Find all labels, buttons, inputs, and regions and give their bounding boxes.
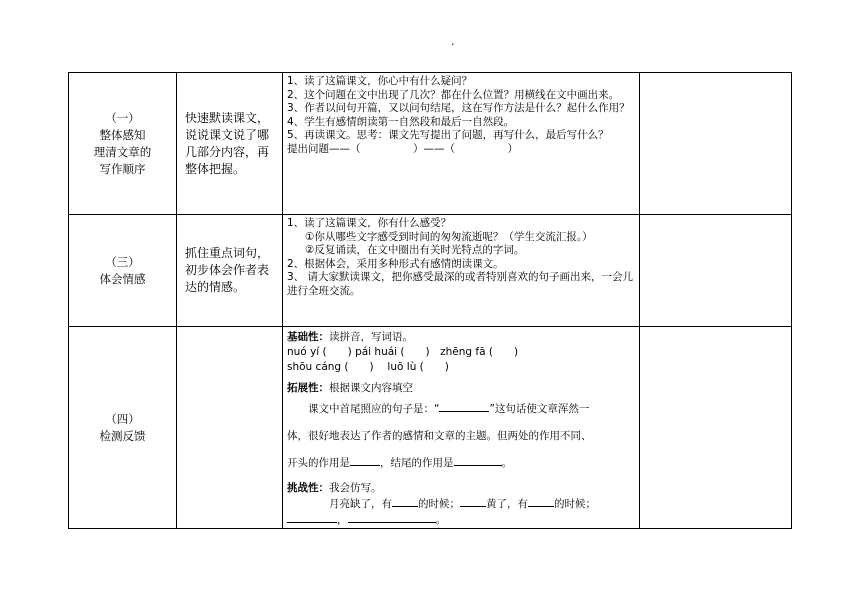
fill-blank[interactable]: [287, 512, 337, 523]
basic-task: [287, 330, 635, 345]
fill-blank[interactable]: [460, 496, 486, 507]
stage-title-line: 检测反馈: [99, 428, 146, 443]
activity-line: 2、这个问题在文中出现了几次？都在什么位置？用横线在文中画出来。: [287, 88, 620, 101]
stage-title-line: 整体感知: [99, 127, 146, 142]
extend-label: 拓展性：: [287, 382, 329, 394]
basic-label: 基础性：: [287, 331, 329, 343]
activity-line: ②反复诵读，在文中圈出有关时光特点的字词。: [305, 244, 525, 257]
table-row-stage-3: [69, 215, 792, 327]
extend-paragraph: 体，很好地表达了作者的感情和文章的主题。但两处的作用不同、: [287, 430, 592, 442]
pinyin-line: nuó yí ( ) pái huái ( ) zhēng fā ( ): [287, 346, 519, 358]
challenge-task: [287, 481, 635, 496]
stage-cell: [69, 327, 177, 529]
goal-text: 快速默读课文，说说课文说了哪几部分内容，再整体把握。: [185, 110, 270, 176]
activity-line: 4、学生有感情朗读第一自然段和最后一自然段。: [287, 115, 515, 128]
activity-line: 3、 请大家默读课文，把你感受最深的或者特别喜欢的句子画出来，一会儿进行全班交流。: [287, 271, 634, 297]
activity-line: 1、读了这篇课文，你有什么感受？: [287, 217, 452, 229]
stage-cell: [69, 73, 177, 215]
activity-cell: [283, 73, 640, 215]
notes-cell: [640, 73, 792, 215]
extend-paragraph: 开头的作用是 ，结尾的作用是 。: [287, 457, 512, 469]
stage-number: （一）: [105, 110, 140, 125]
stage-number: （四）: [105, 411, 140, 426]
activity-cell: [283, 327, 640, 529]
fill-blank[interactable]: [454, 455, 502, 466]
activity-line: 1、读了这篇课文，你心中有什么疑问？: [287, 75, 473, 87]
pinyin-line: shōu cáng ( ) luō lù ( ): [287, 361, 449, 373]
table-row-stage-4: [69, 327, 792, 529]
extend-paragraph: 课文中首尾照应的句子是：“ ”这句话使文章浑然一: [308, 403, 590, 415]
activity-line: 2、根据体会，采用多种形式有感情朗读课文。: [287, 257, 504, 270]
extend-text: 根据课文内容填空: [329, 382, 413, 394]
activity-line: 5、再读课文。思考：课文先写提出了问题，再写什么，最后写什么？: [287, 129, 609, 142]
table-row-stage-1: [69, 73, 792, 215]
activity-line: ①你从哪些文字感受到时间的匆匆流逝呢？（学生交流汇报。）: [305, 230, 593, 243]
activity-line: 3、作者以问句开篇，又以问句结尾，这在写作方法是什么？起什么作用？: [287, 102, 630, 115]
challenge-line: 月亮缺了，有 的时候； 黄了，有 的时候；: [329, 498, 596, 510]
stage-title-line: 理清文章的: [93, 144, 152, 159]
extend-task: [287, 381, 635, 396]
stage-cell: [69, 215, 177, 327]
goal-cell: [177, 215, 283, 327]
activity-line: 提出问题——（ ）——（ ）: [287, 142, 518, 155]
stage-title-line: 体会情感: [99, 271, 146, 286]
fill-blank[interactable]: [439, 401, 489, 412]
stage-title-line: 写作顺序: [99, 161, 146, 176]
challenge-text: 我会仿写。: [329, 482, 382, 494]
fill-blank[interactable]: [528, 496, 554, 507]
goal-cell: [177, 73, 283, 215]
page-mark: .: [451, 35, 455, 48]
challenge-line: ， 。: [287, 512, 635, 528]
stage-number: （三）: [105, 254, 140, 269]
lesson-plan-table: [68, 72, 792, 529]
notes-cell: [640, 215, 792, 327]
challenge-label: 挑战性：: [287, 482, 329, 494]
basic-text: 读拼音，写词语。: [329, 331, 413, 343]
notes-cell: [640, 327, 792, 529]
activity-cell: [283, 215, 640, 327]
fill-blank[interactable]: [348, 512, 436, 523]
goal-cell: [177, 327, 283, 529]
fill-blank[interactable]: [392, 496, 418, 507]
goal-text: 抓住重点词句，初步体会作者表达的情感。: [185, 246, 270, 294]
fill-blank[interactable]: [350, 455, 380, 466]
